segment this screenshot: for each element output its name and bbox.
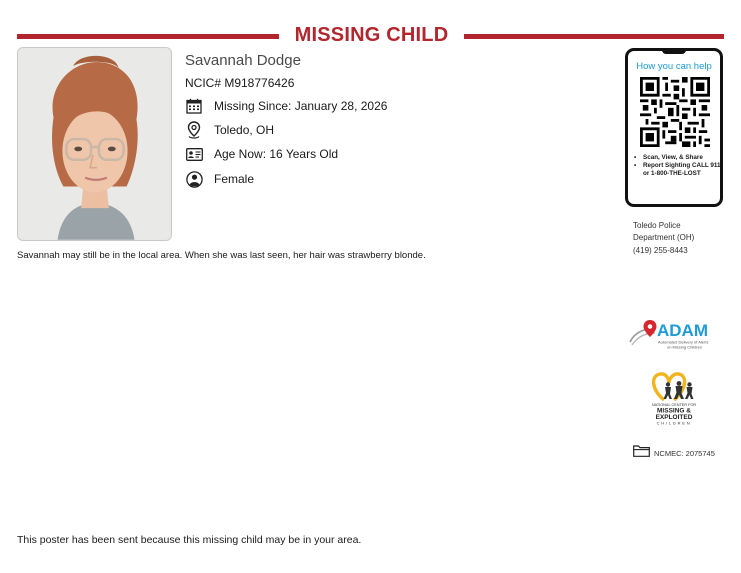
adam-logo: [629, 318, 721, 354]
help-bullet-report: • Report Sighting CALL 911 or 1-800-THE-LOST: [633, 162, 721, 178]
folder-icon: [633, 444, 650, 462]
ncmec-logo-line2: MISSING &: [657, 407, 691, 415]
footer-note: This poster has been sent because this missing child may be in your area.: [17, 534, 362, 546]
qr-code[interactable]: [640, 77, 710, 147]
last-seen-location: Toledo, OH: [214, 123, 275, 137]
ncmec-case-number: NCMEC: 2075745: [654, 448, 715, 458]
help-phone-card: [625, 48, 723, 207]
help-bullet-share: • Scan, View, & Share: [633, 154, 721, 162]
adam-tagline-2: on Missing Children: [667, 344, 703, 350]
sex: Female: [214, 172, 255, 186]
ncic-number: NCIC# M918776426: [185, 76, 295, 90]
phone-notch: [662, 48, 686, 54]
help-card-title: How you can help: [636, 61, 712, 72]
help-bullets: [633, 154, 721, 178]
agency-phone[interactable]: (419) 255-8443: [633, 245, 688, 255]
ncmec-logo-line4: CHILDREN: [656, 420, 692, 426]
child-photo: [17, 47, 172, 241]
age-row: [185, 145, 338, 163]
agency-name-line1: Toledo Police: [633, 221, 681, 230]
agency-name-line2: Department (OH): [633, 233, 695, 243]
child-name: Savannah Dodge: [185, 52, 301, 69]
poster-title: MISSING CHILD: [294, 24, 449, 46]
sex-row: [185, 170, 254, 188]
person-icon: [185, 170, 203, 188]
agency-contact: [633, 220, 694, 257]
adam-wordmark: ADAM: [657, 321, 708, 340]
header-rule-left: [17, 34, 279, 39]
adam-tagline-1: Automated Delivery of Alerts: [658, 339, 709, 345]
missing-since-row: [185, 97, 387, 115]
child-description: Savannah may still be in the local area. When she was last seen, her hair was strawberry blonde.: [17, 250, 426, 261]
id-card-icon: [185, 145, 203, 163]
age-now: Age Now: 16 Years Old: [214, 147, 339, 161]
ncmec-logo-line3: EXPLOITED: [655, 414, 693, 421]
child-photo-illustration: [18, 48, 171, 240]
ncmec-logo-line1: NATIONAL CENTER FOR: [651, 403, 697, 407]
ncmec-case-row: [633, 446, 715, 460]
header-rule-right: [464, 34, 724, 39]
calendar-icon: [185, 97, 203, 115]
missing-since: Missing Since: January 28, 2026: [214, 99, 388, 113]
location-row: [185, 121, 274, 139]
ncmec-logo: [646, 370, 702, 428]
location-pin-icon: [185, 121, 203, 139]
